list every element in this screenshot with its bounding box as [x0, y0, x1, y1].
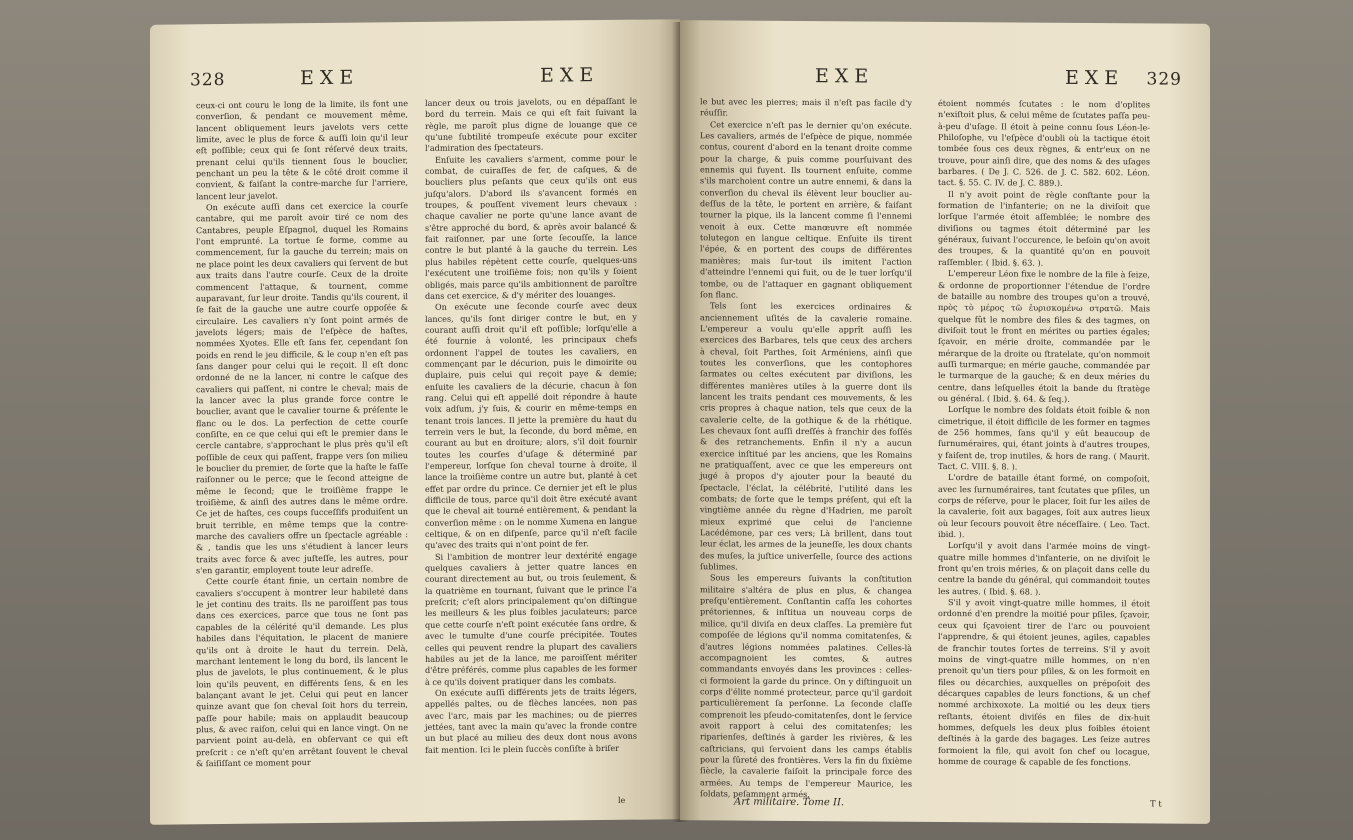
paragraph: Cet exercice n'eſt pas le dernier qu'on exécute. Les cavaliers, armés de l'eſpèce de pique, nommée contus, courent d'abord en la tenant droite comme pour la charge, & puis comme pourſuivant des ennemis qui fuyent. Ils tournent enſuite, comme s'ils marchoient contre un autre ennemi, & dans la converſion du cheval ils élèvent leur bouclier au-deſſus de la tête, le portent en arrière, & faiſant tourner la pique, ils la lancent comme ſi l'ennemi venoit à eux. Cette manœuvre eſt nommée tolutegon en langue celtique. Enſuite ils tirent l'épée, & en portent des coups de différentes manières; mais ſur-tout ils imitent l'action d'atteindre l'ennemi qui fuit, ou de le tuer lorſqu'il tombe, ou de l'attaquer en gagnant obliquement ſon flanc. [700, 119, 912, 300]
paragraph: Lorſque le nombre des ſoldats étoit foible & non cimetrique, il étoit difficile de les former en tagmes de 256 hommes, ſans qu'il y eût beaucoup de ſurnuméraires, qui, étant joints à d'autres troupes, y faiſent de, trop inutiles, & hors de rang. ( Maurit. Tact. C. VIII. §. 8. ). [938, 404, 1150, 472]
paragraph: Enſuite les cavaliers s'arment, comme pour le combat, de cuiraſſes de fer, de caſques, & de boucliers plus peſants que ceux qu'ils ont eus juſqu'alors. D'abord ils s'avancent formés en troupes, & pouſſent vivement leurs chevaux : chaque cavalier ne porte qu'une lance avant de s'être approché du bord, & après avoir balancé & fait raiſonner, par une ſorte ſecouſſe, la lance contre le but planté à la gauche du terrein. Les plus habiles répètent cette courſe, quelques-uns l'exécutent une troiſième fois; non qu'ils y ſoient obligés, mais parce qu'ils ambitionnent de paroître dans cet exercice, & d'y mériter des louanges. [425, 152, 637, 301]
paragraph: Sous les empereurs ſuivants la conſtitution militaire s'altéra de plus en plus, & changea preſqu'entièrement. Conſtantin caſſa les cohortes prétoriennes, & inſtitua un nouveau corps de milice, qu'il diviſa en deux claſſes. La première fut compoſée de légions qu'il nomma comitatenſes, & d'autres légions nommées palatines. Celles-là accompagnoient les comtes, & autres commandants envoyés dans les provinces : celles-ci formoient la garde du prince. On y diſtinguoit un corps d'élite nommé protecteur, parce qu'il gardoit particulièrement ſa perſonne. La ſeconde claſſe comprenoit les pſeudo-comitatenſes, dont le ſervice avoit rapport à celui des comitatenſes; les riparienſes, deſtinés à garder les rivières, & les caſtricians, qui ſervoient dans les camps établis pour la ſûreté des frontières. Vers la fin du ſixième ſiècle, la cavalerie faiſoit la principale force des armées. Au temps de l'empereur Maurice, les ſoldats, peſamment armés, [700, 572, 912, 800]
right-column-1 [700, 96, 912, 801]
left-header-word-1: EXE [300, 66, 360, 90]
left-column-1 [196, 98, 408, 770]
paragraph: L'empereur Léon fixe le nombre de la file à ſeize, & ordonne de proportionner l'étendue de l'ordre de bataille au nombre des troupes qu'on a trouvé, πρὸς τὸ μέρος τῶ ἐυρισκομένω στρατῶ. Mais quelque fût le nombre des files & des tagmes, on diviſoit tout le front en mérites ou parties égales; ſçavoir, en mérie droite, commandée par le mérarque de la droite ou ſtratelate, qu'on nommoit auſſi turmarque; en mérie gauche, commandée par le turmarque de la gauche; & en deux méries du centre, dans leſquelles étoit la bande du ſtratège ou général. ( Ibid. §. 64. & ſeq.). [938, 268, 1150, 404]
right-column-2 [938, 98, 1150, 769]
right-running-header [720, 64, 1190, 91]
paragraph: le but avec les pierres; mais il n'eſt pas facile d'y réuſſir. [700, 96, 912, 118]
left-column-2 [425, 96, 637, 756]
left-header-word-2: EXE [540, 64, 600, 87]
paragraph: On exécute auſſi dans cet exercice la courſe cantabre, qui me paroît avoir tiré ce nom des Cantabres, peuple Eſpagnol, duquel les Romains l'ont emprunté. La tortue ſe forme, comme au commencement, ſur la gauche du terrein; mais on ne place point les deux cavaliers qui ſervent de but aux traits dans l'autre courſe. Ceux de la droite commencent l'attaque, & tournent, comme auparavant, ſur leur droite. Tandis qu'ils courent, il ſe fait de la gauche une autre courſe oppoſée & circulaire. Les cavaliers n'y ſont point armés de javelots légers; mais de l'eſpèce de haſtes, nommées Xyotes. Elle eſt ſans fer, cependant ſon poids en rend le jeu difficile, & le coup n'en eſt pas ſans danger pour celui qui le reçoit. Il eſt donc ordonné de ne la lancer, ni contre le caſque des cavaliers qui paſſent, ni contre le cheval; mais de la lancer avec la plus grande force contre le bouclier, avant que le cavalier tourne & préſente le flanc ou le dos. La perfection de cette courſe conſiſte, en ce que celui qui eſt le premier dans le cercle cantabre, s'approchant le plus près qu'il eſt poſſible de ceux qui paſſent, frappe vers ſon milieu le bouclier du premier, de ſorte que la haſte le faſſe raiſonner ou le perce; que le ſecond atteigne de même le ſecond; que le troiſième frappe le troiſième, & ainſi des autres dans le même ordre. Ce jet de haſtes, ces coups ſucceſſifs produiſent un bruit terrible, en même temps que la contre-marche des cavaliers offre un ſpectacle agréable : & , tandis que les uns s'étudient à lancer leurs traits avec force & avec juſteſſe, les autres, pour s'en garantir, employent toute leur adreſſe. [196, 200, 408, 576]
paragraph: Si l'ambition de montrer leur dextérité engage quelques cavaliers à jetter quatre lances en courant directement au but, ou trois ſeulement, & la quatrième en tournant, ſuivant que le prince l'a preſcrit; c'eſt alors principalement qu'on diſtingue les meilleurs & les plus foibles jaculateurs; parce que cette courſe n'eſt point exécutée ſans ordre, & avec le tumulte d'une courſe précipitée. Toutes celles qui peuvent rendre la plupart des cavaliers habiles au jet de la lance, me paroiſſent mériter d'être préférés, comme plus capables de les former à ce qu'ils doivent pratiquer dans les combats. [425, 549, 637, 687]
paragraph: Tels ſont les exercices ordinaires & anciennement uſités de la cavalerie romaine. L'empereur a voulu qu'elle apprît auſſi les exercices des Barbares, tels que ceux des archers à cheval, ſoit Parthes, ſoit Arméniens, ainſi que toutes les converſions, que les contophores ſarmates ou celtes exécutent par diviſions, les différentes manières utiles à la guerre dont ils lancent les traits pendant ces mouvements, & les cris propres à chaque nation, tels que ceux de la cavalerie celte, de la gothique & de la rhétique. Les chevaux ſont auſſi dreſſés à franchir des foſſés & des retranchements. Enfin il n'y a aucun exercice inſtitué par les anciens, que les Romains ne pratiquaſſent, avec ce que les empereurs ont jugé à propos d'y ajouter pour la beauté du ſpectacle, l'éclat, la célébrité, l'utilité dans les combats; de ſorte que le temps préſent, qui eſt la vingtième année du règne d'Hadrien, me paroît mieux exprimé que celui de l'ancienne Lacédémone, par ces vers; Là brillent, dans tout leur éclat, les armes de la jeuneſſe, les doux chants des muſes, la juſtice univerſelle, ſource des actions ſublimes. [700, 300, 912, 572]
paragraph: lancer deux ou trois javelots, ou en dépaſſant le bord du terrein. Mais ce qui eſt fait ſuivant la règle, me paroît plus digne de louange que ce qu'une ſubtilité trompeuſe exécute pour exciter l'admiration des ſpectateurs. [425, 95, 637, 154]
right-page-number: 329 [1146, 69, 1182, 90]
left-catchword: le [618, 795, 626, 805]
paragraph: étoient nommés ſcutates : le nom d'oplites n'exiſtoit plus, & celui même de ſcutates paſſa peu-à-peu d'uſage. Il étoit à peine connu ſous Léon-le-Philoſophe, vu l'eſpèce d'oubli où la tactique étoit tombée ſous ces deux règnes, & entr'eux on ne trouve, pour ainſi dire, que des noms & des uſages barbares. ( De J. C. 526. de J. C. 582. 602. Léon. tact. §. 55. C. IV. de J. C. 889.). [938, 97, 1150, 189]
right-page [680, 20, 1210, 824]
right-catchword: T t [1150, 799, 1162, 810]
left-page-number: 328 [190, 69, 226, 91]
paragraph: ceux-ci ont couru le long de la limite, ils font une converſion, & pendant ce mouvement même, lancent obliquement leurs javelots vers cette limite, avec le plus de force & auſſi loin qu'il leur eſt poſſible; ceux qui ſe ſont réſervé deux traits, prenant celui qu'ils tiennent ſous le bouclier, penchant un peu la tête & le côté droit comme il convient, & faiſant la contre-marche ſur l'arriere, lancent leur javelot. [196, 98, 408, 202]
signature-line: Art militaire. Tome II. [734, 796, 845, 809]
left-running-header [190, 64, 650, 93]
paragraph: L'ordre de bataille étant formé, on compoſoit, avec les ſurnuméraires, tant ſcutates que pſiles, un corps de réſerve, pour le placer, ſoit ſur les ailes de la cavalerie, ſoit aux bagages, ſoit aux autres lieux où leur ſecours pouvoit être néceſſaire. ( Leo. Tact. ibid. ). [938, 472, 1150, 540]
paragraph: Lorſqu'il y avoit dans l'armée moins de vingt-quatre mille hommes d'infanterie, on ne diviſoit le front qu'en trois méries, & on plaçoit dans celle du centre la bande du général, qui commandoit toutes les autres. ( Ibid. §. 68. ). [938, 540, 1150, 597]
paragraph: On exécute auſſi différents jets de traits légers, appellés paltes, ou de flèches lancées, non pas avec l'arc, mais par les machines; ou de pierres jettées, tant avec la main qu'avec la fronde contre un but placé au milieu des deux dont nous avons fait mention. Ici le plein ſuccès conſiſte à briſer [425, 685, 637, 755]
left-page [150, 19, 680, 825]
paragraph: On exécute une ſeconde courſe avec deux lances, qu'ils ſont diriger contre le but, en y courant auſſi droit qu'il eſt poſſible; lorſqu'elle a été fournie à volonté, les principaux chefs ordonnent l'appel de toutes les cavaliers, en commençant par le décurion, puis le dimoirite ou duplaire, puis celui qui reçoit paye & demie; enſuite les cavaliers de la décurie, chacun à ſon rang. Celui qui eſt appellé doit répondre à haute voix adſum, j'y ſuis, & courir en même-temps en tenant trois lances. Il jette la première du haut du terrein vers le but, la ſeconde, du bord même, en courant au but en droiture; alors, s'il doit fournir toutes les courſes d'uſage & déterminé par l'empereur, lorſque ſon cheval tourne à droite, il lance la troiſième contre un autre but, planté à cet effet par ordre du prince. Ce dernier jet eſt le plus difficile de tous, parce qu'il doit être exécuté avant que le cheval ait tourné entièrement, & pendant la converſion même : on le nomme Xumena en langue celtique, & on en diſpenſe, parce qu'il n'eſt facile qu'avec des traits qui n'ont point de fer. [425, 299, 637, 551]
right-header-word-1: EXE [815, 65, 875, 88]
paragraph: S'il y avoit vingt-quatre mille hommes, il étoit ordonné d'en prendre la moitié pour pſiles, ſçavoir, ceux qui ſçavoient tirer de l'arc ou pouvoient l'apprendre, & qui étoient jeunes, agiles, capables de franchir toutes ſortes de terreins. S'il y avoit moins de vingt-quatre mille hommes, on n'en prenoit qu'un tiers pour pſiles, & on les formoit en files ou décarchies, auxquelles on prépoſoit des décarques capables de leurs fonctions, & un chef nommé archixoxote. La moitié ou les deux tiers reſtants, étoient diviſés en files de dix-huit hommes, deſquels les deux plus foibles étoient deſtinés à la garde des bagages. Les ſeize autres formoient la file, qui avoit ſon chef ou locague, homme de courage & capable de ſes fonctions. [938, 597, 1150, 768]
paragraph: Il n'y avoit point de règle conſtante pour la formation de l'infanterie; on ne la diviſoit que lorſque l'armée étoit aſſemblée; le nombre des diviſions ou tagmes étoit déterminé par les généraux, ſuivant l'occurence, le beſoin qu'on avoit des troupes, & la quantité qu'on en pouvoit raſſembler. ( Ibid. §. 63. ). [938, 188, 1150, 268]
right-header-word-2: EXE [1065, 66, 1125, 90]
paragraph: Cette courſe étant finie, un certain nombre de cavaliers s'occupent à montrer leur habileté dans le jet continu des traits. Ils ne paroiſſent pas tous dans ces exercices, parce que tous ne ſont pas capables de la célérité qu'il demande. Les plus habiles dans l'équitation, le placent de maniere qu'ils ont à droite le haut du terrein. Delà, marchant lentement le long du bord, ils lancent le plus de javelots, le plus continuement, & le plus loin qu'ils peuvent, en différents ſens, & en les balançant avant le jet. Celui qui peut en lancer quinze avant que ſon cheval ſoit hors du terrein, paſſe pour habile; mais on applaudit beaucoup plus, & avec raiſon, celui qui en lance vingt. On ne parvient point au-delà, en obſervant ce qui eſt preſcrit : ce n'eſt qu'en arrêtant ſouvent le cheval & ſaiſiſſant ce moment pour [196, 574, 408, 769]
